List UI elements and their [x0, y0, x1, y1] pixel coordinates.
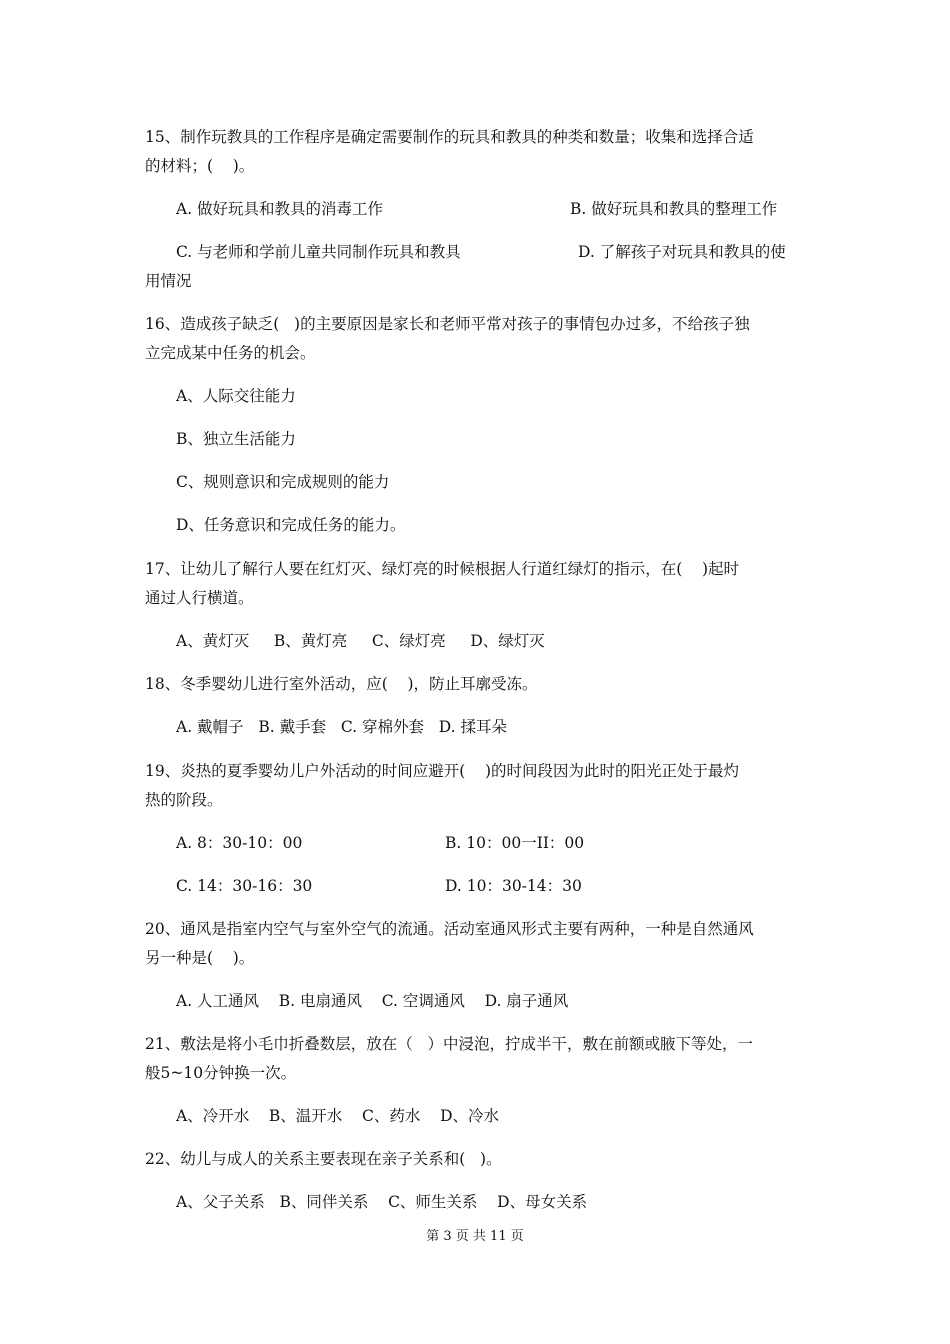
- question-22-stem: 22、幼儿与成人的关系主要表现在亲子关系和( )。: [145, 1150, 502, 1168]
- question-22-options: A、父子关系 B、同伴关系 C、师生关系 D、母女关系: [176, 1193, 588, 1211]
- question-16-stem-cont: 立完成某中任务的机会。: [145, 344, 316, 362]
- question-17-options: A、黄灯灭 B、黄灯亮 C、绿灯亮 D、绿灯灭: [176, 632, 545, 650]
- question-16-stem: 16、造成孩子缺乏( )的主要原因是家长和老师平常对孩子的事情包办过多，不给孩子独: [145, 315, 750, 333]
- page-number-footer: 第 3 页 共 11 页: [426, 1229, 524, 1244]
- question-19-stem-cont: 热的阶段。: [145, 791, 223, 809]
- question-17-stem: 17、让幼儿了解行人要在红灯灭、绿灯亮的时候根据人行道红绿灯的指示，在( )起时: [145, 560, 740, 578]
- question-20-stem-cont: 另一种是( )。: [145, 949, 255, 967]
- question-19-stem: 19、炎热的夏季婴幼儿户外活动的时间应避开( )的时间段因为此时的阳光正处于最灼: [145, 762, 740, 780]
- question-15-option-c: C. 与老师和学前儿童共同制作玩具和教具: [176, 243, 461, 261]
- question-20-options: A. 人工通风 B. 电扇通风 C. 空调通风 D. 扇子通风: [176, 992, 569, 1010]
- question-19-option-c: C. 14：30-16：30: [176, 877, 313, 895]
- question-19-option-b: B. 10：00一II：00: [445, 834, 585, 852]
- question-15-option-b: B. 做好玩具和教具的整理工作: [570, 200, 778, 218]
- question-15-stem-cont: 的材料；( )。: [145, 157, 255, 175]
- question-15-option-a: A. 做好玩具和教具的消毒工作: [176, 200, 384, 218]
- question-21-stem-cont: 般5~10分钟换一次。: [145, 1064, 297, 1082]
- question-21-options: A、冷开水 B、温开水 C、药水 D、冷水: [176, 1107, 499, 1125]
- question-18-stem: 18、冬季婴幼儿进行室外活动，应( )，防止耳廓受冻。: [145, 675, 538, 693]
- question-15-option-d-cont: 用情况: [145, 272, 192, 290]
- question-15-stem: 15、制作玩教具的工作程序是确定需要制作的玩具和教具的种类和数量；收集和选择合适: [145, 128, 754, 146]
- question-16-option-a: A、人际交往能力: [176, 387, 296, 405]
- question-15-option-d: D. 了解孩子对玩具和教具的使: [578, 243, 786, 261]
- question-20-stem: 20、通风是指室内空气与室外空气的流通。活动室通风形式主要有两种，一种是自然通风: [145, 920, 754, 938]
- question-17-stem-cont: 通过人行横道。: [145, 589, 254, 607]
- question-16-option-c: C、规则意识和完成规则的能力: [176, 473, 390, 491]
- question-18-options: A. 戴帽子 B. 戴手套 C. 穿棉外套 D. 揉耳朵: [176, 718, 508, 736]
- question-16-option-d: D、任务意识和完成任务的能力。: [176, 516, 406, 534]
- question-19-option-d: D. 10：30-14：30: [445, 877, 582, 895]
- question-21-stem: 21、敷法是将小毛巾折叠数层，放在（ ）中浸泡，拧成半干，敷在前额或腋下等处，一: [145, 1035, 754, 1053]
- question-16-option-b: B、独立生活能力: [176, 430, 296, 448]
- question-19-option-a: A. 8：30-10：00: [176, 834, 303, 852]
